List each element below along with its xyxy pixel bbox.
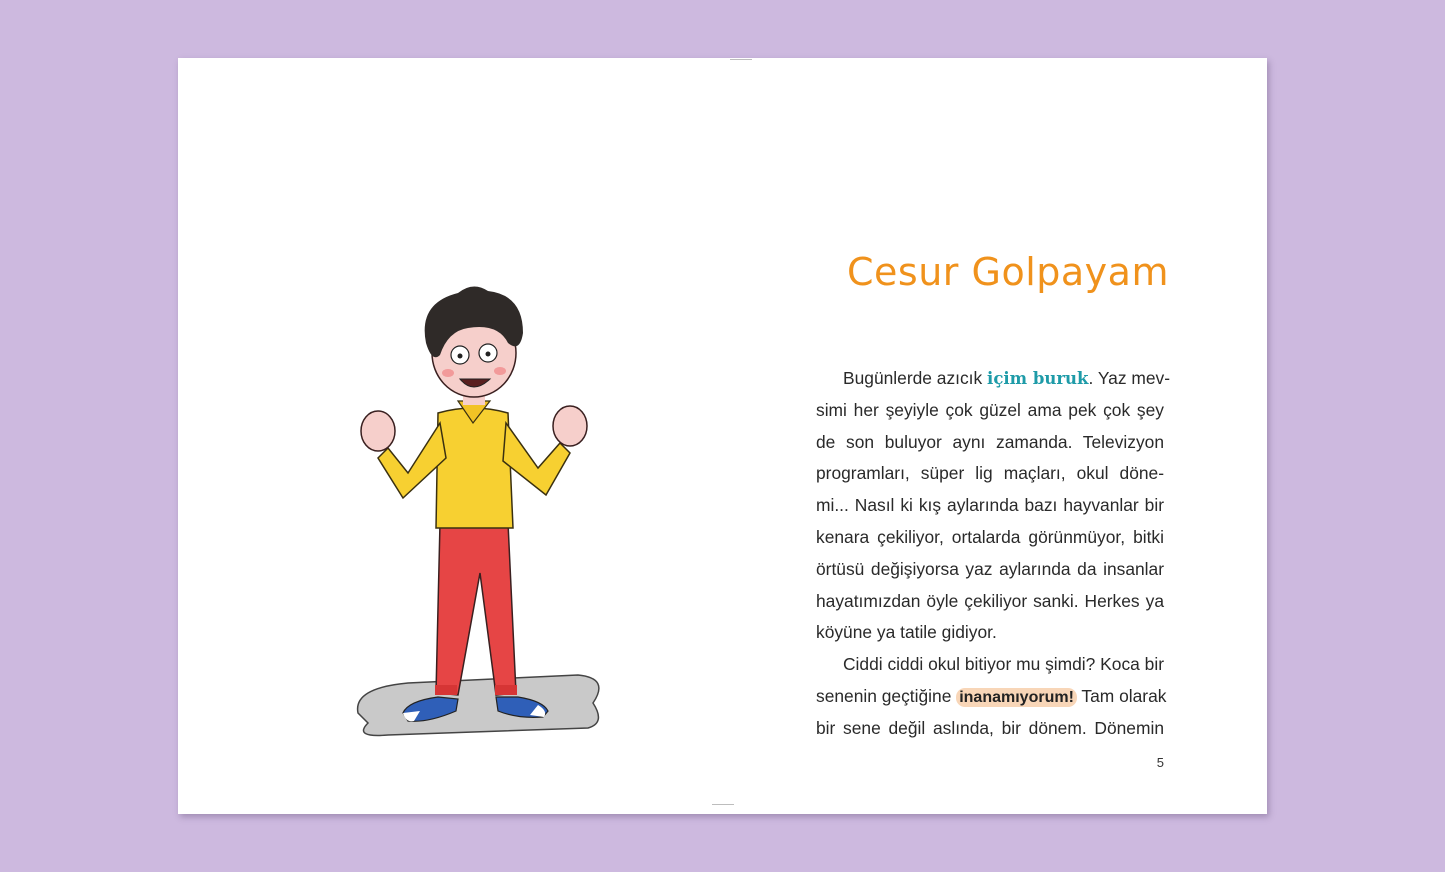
paragraph-1-line-7: örtüsü değişiyorsa yaz aylarında da insanlar	[816, 558, 1164, 579]
paragraph-1-line-5: mi... Nasıl ki kış aylarında bazı hayvanlar bir	[816, 495, 1164, 516]
highlight-inanamiyorum: inanamıyorum!	[956, 688, 1077, 707]
paragraph-2-line-1: Ciddi ciddi okul bitiyor mu şimdi? Koca bir	[843, 654, 1164, 675]
paragraph-1-line-9: köyüne ya tatile gidiyor.	[816, 622, 997, 643]
paragraph-1-line-3: de son buluyor aynı zamanda. Televizyon	[816, 431, 1164, 452]
gutter-mark-bottom	[712, 804, 734, 805]
body-text	[816, 363, 1171, 745]
paragraph-2-line-3: bir sene değil aslında, bir dönem. Dönemin	[816, 717, 1164, 738]
paragraph-2-line-2: senenin geçtiğine inanamıyorum! Tam olarak	[816, 685, 1167, 706]
highlight-icim-buruk: içim buruk	[987, 369, 1089, 388]
paragraph-1-line-8: hayatımızdan öyle çekiliyor sanki. Herkes ya	[816, 590, 1164, 611]
paragraph-1-line-2: simi her şeyiyle çok güzel ama pek çok şey	[816, 399, 1164, 420]
page-number: 5	[1156, 755, 1164, 770]
book-spread	[178, 58, 1267, 814]
chapter-title: Cesur Golpayam	[847, 250, 1169, 294]
paragraph-1-line-4: programları, süper lig maçları, okul döne-	[816, 463, 1164, 484]
paragraph-1-line-1: Bugünlerde azıcık içim buruk. Yaz mev-	[843, 368, 1171, 388]
boy-character-illustration	[348, 283, 608, 753]
gutter-mark-top	[730, 59, 752, 60]
paragraph-1-line-6: kenara çekiliyor, ortalarda görünmüyor, bitki	[816, 526, 1164, 547]
